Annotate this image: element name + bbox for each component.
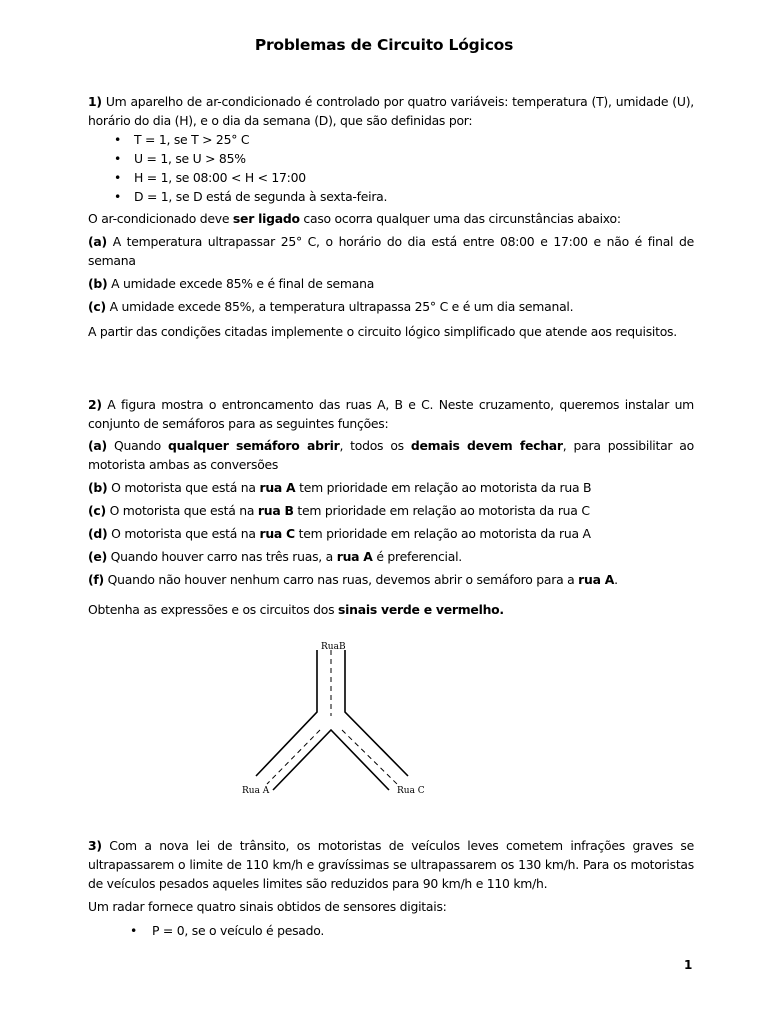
page-title: Problemas de Circuito Lógicos	[254, 36, 514, 54]
list-item: • U = 1, se U > 85%	[114, 151, 246, 166]
q2-item-a: (a) Quando qualquer semáforo abrir, todos os demais devem fechar, para possibilitar ao motorista ambas as conversões	[88, 438, 694, 472]
q2-instruction: Obtenha as expressões e os circuitos dos sinais verde e vermelho.	[88, 602, 504, 617]
bullet-icon: •	[114, 170, 122, 185]
q1-variable-list	[88, 130, 694, 206]
q2-item-b: (b) O motorista que está na rua A tem prioridade em relação ao motorista da rua B	[88, 480, 592, 495]
list-item: • D = 1, se D está de segunda à sexta-feira.	[114, 189, 388, 204]
q1-item-a: (a) A temperatura ultrapassar 25° C, o horário do dia está entre 08:00 e 17:00 e não é final de semana	[88, 234, 694, 268]
q3-intro: 3) Com a nova lei de trânsito, os motoristas de veículos leves cometem infrações graves se ultrapassarem o limite de 110 km/h e gravíssimas se ultrapassarem os 130 km/h. Para os motoristas de veículos pesados aqueles limites são reduzidos para 90 km/h e 110 km/h.	[88, 838, 694, 891]
q1-item-c: (c) A umidade excede 85%, a temperatura ultrapassa 25° C e é um dia semanal.	[88, 299, 574, 314]
q1-intro: 1) Um aparelho de ar-condicionado é controlado por quatro variáveis: temperatura (T), umidade (U), horário do dia (H), e o dia da semana (D), que são definidas por:	[88, 94, 694, 128]
bullet-icon: •	[114, 132, 122, 147]
q3-radar: Um radar fornece quatro sinais obtidos de sensores digitais:	[88, 899, 447, 914]
q2-item-d: (d) O motorista que está na rua C tem prioridade em relação ao motorista da rua A	[88, 526, 591, 541]
label-rua-a: Rua A	[242, 786, 270, 796]
road-edge-left	[256, 650, 317, 776]
page-number: 1	[684, 958, 693, 972]
q1-closing: A partir das condições citadas implemente o circuito lógico simplificado que atende aos requisitos.	[88, 324, 677, 339]
road-edge-right	[345, 650, 408, 776]
bullet-icon: •	[114, 151, 122, 166]
question-2	[88, 395, 694, 619]
bullet-icon: •	[114, 189, 122, 204]
list-item: • T = 1, se T > 25° C	[114, 132, 250, 147]
label-rua-c: Rua C	[397, 786, 425, 796]
label-rua-b: RuaB	[321, 642, 346, 652]
road-junction-diagram	[230, 630, 450, 805]
q1-number: 1)	[88, 94, 102, 109]
q2-number: 2)	[88, 397, 102, 412]
q3-signal-list	[88, 921, 694, 940]
list-item: • P = 0, se o veículo é pesado.	[130, 923, 325, 938]
q2-item-c: (c) O motorista que está na rua B tem prioridade em relação ao motorista da rua C	[88, 503, 590, 518]
q2-intro: 2) A figura mostra o entroncamento das ruas A, B e C. Neste cruzamento, queremos instalar um conjunto de semáforos para as seguintes funções:	[88, 397, 694, 431]
q1-item-b: (b) A umidade excede 85% e é final de semana	[88, 276, 375, 291]
q3-number: 3)	[88, 838, 102, 853]
q2-item-e: (e) Quando houver carro nas três ruas, a rua A é preferencial.	[88, 549, 462, 564]
list-item: • H = 1, se 08:00 < H < 17:00	[114, 170, 306, 185]
q1-condition: O ar-condicionado deve ser ligado caso ocorra qualquer uma das circunstâncias abaixo:	[88, 211, 621, 226]
bullet-icon: •	[130, 923, 138, 938]
q2-item-f: (f) Quando não houver nenhum carro nas ruas, devemos abrir o semáforo para a rua A.	[88, 572, 618, 587]
question-3	[88, 836, 694, 940]
question-1	[88, 92, 694, 341]
